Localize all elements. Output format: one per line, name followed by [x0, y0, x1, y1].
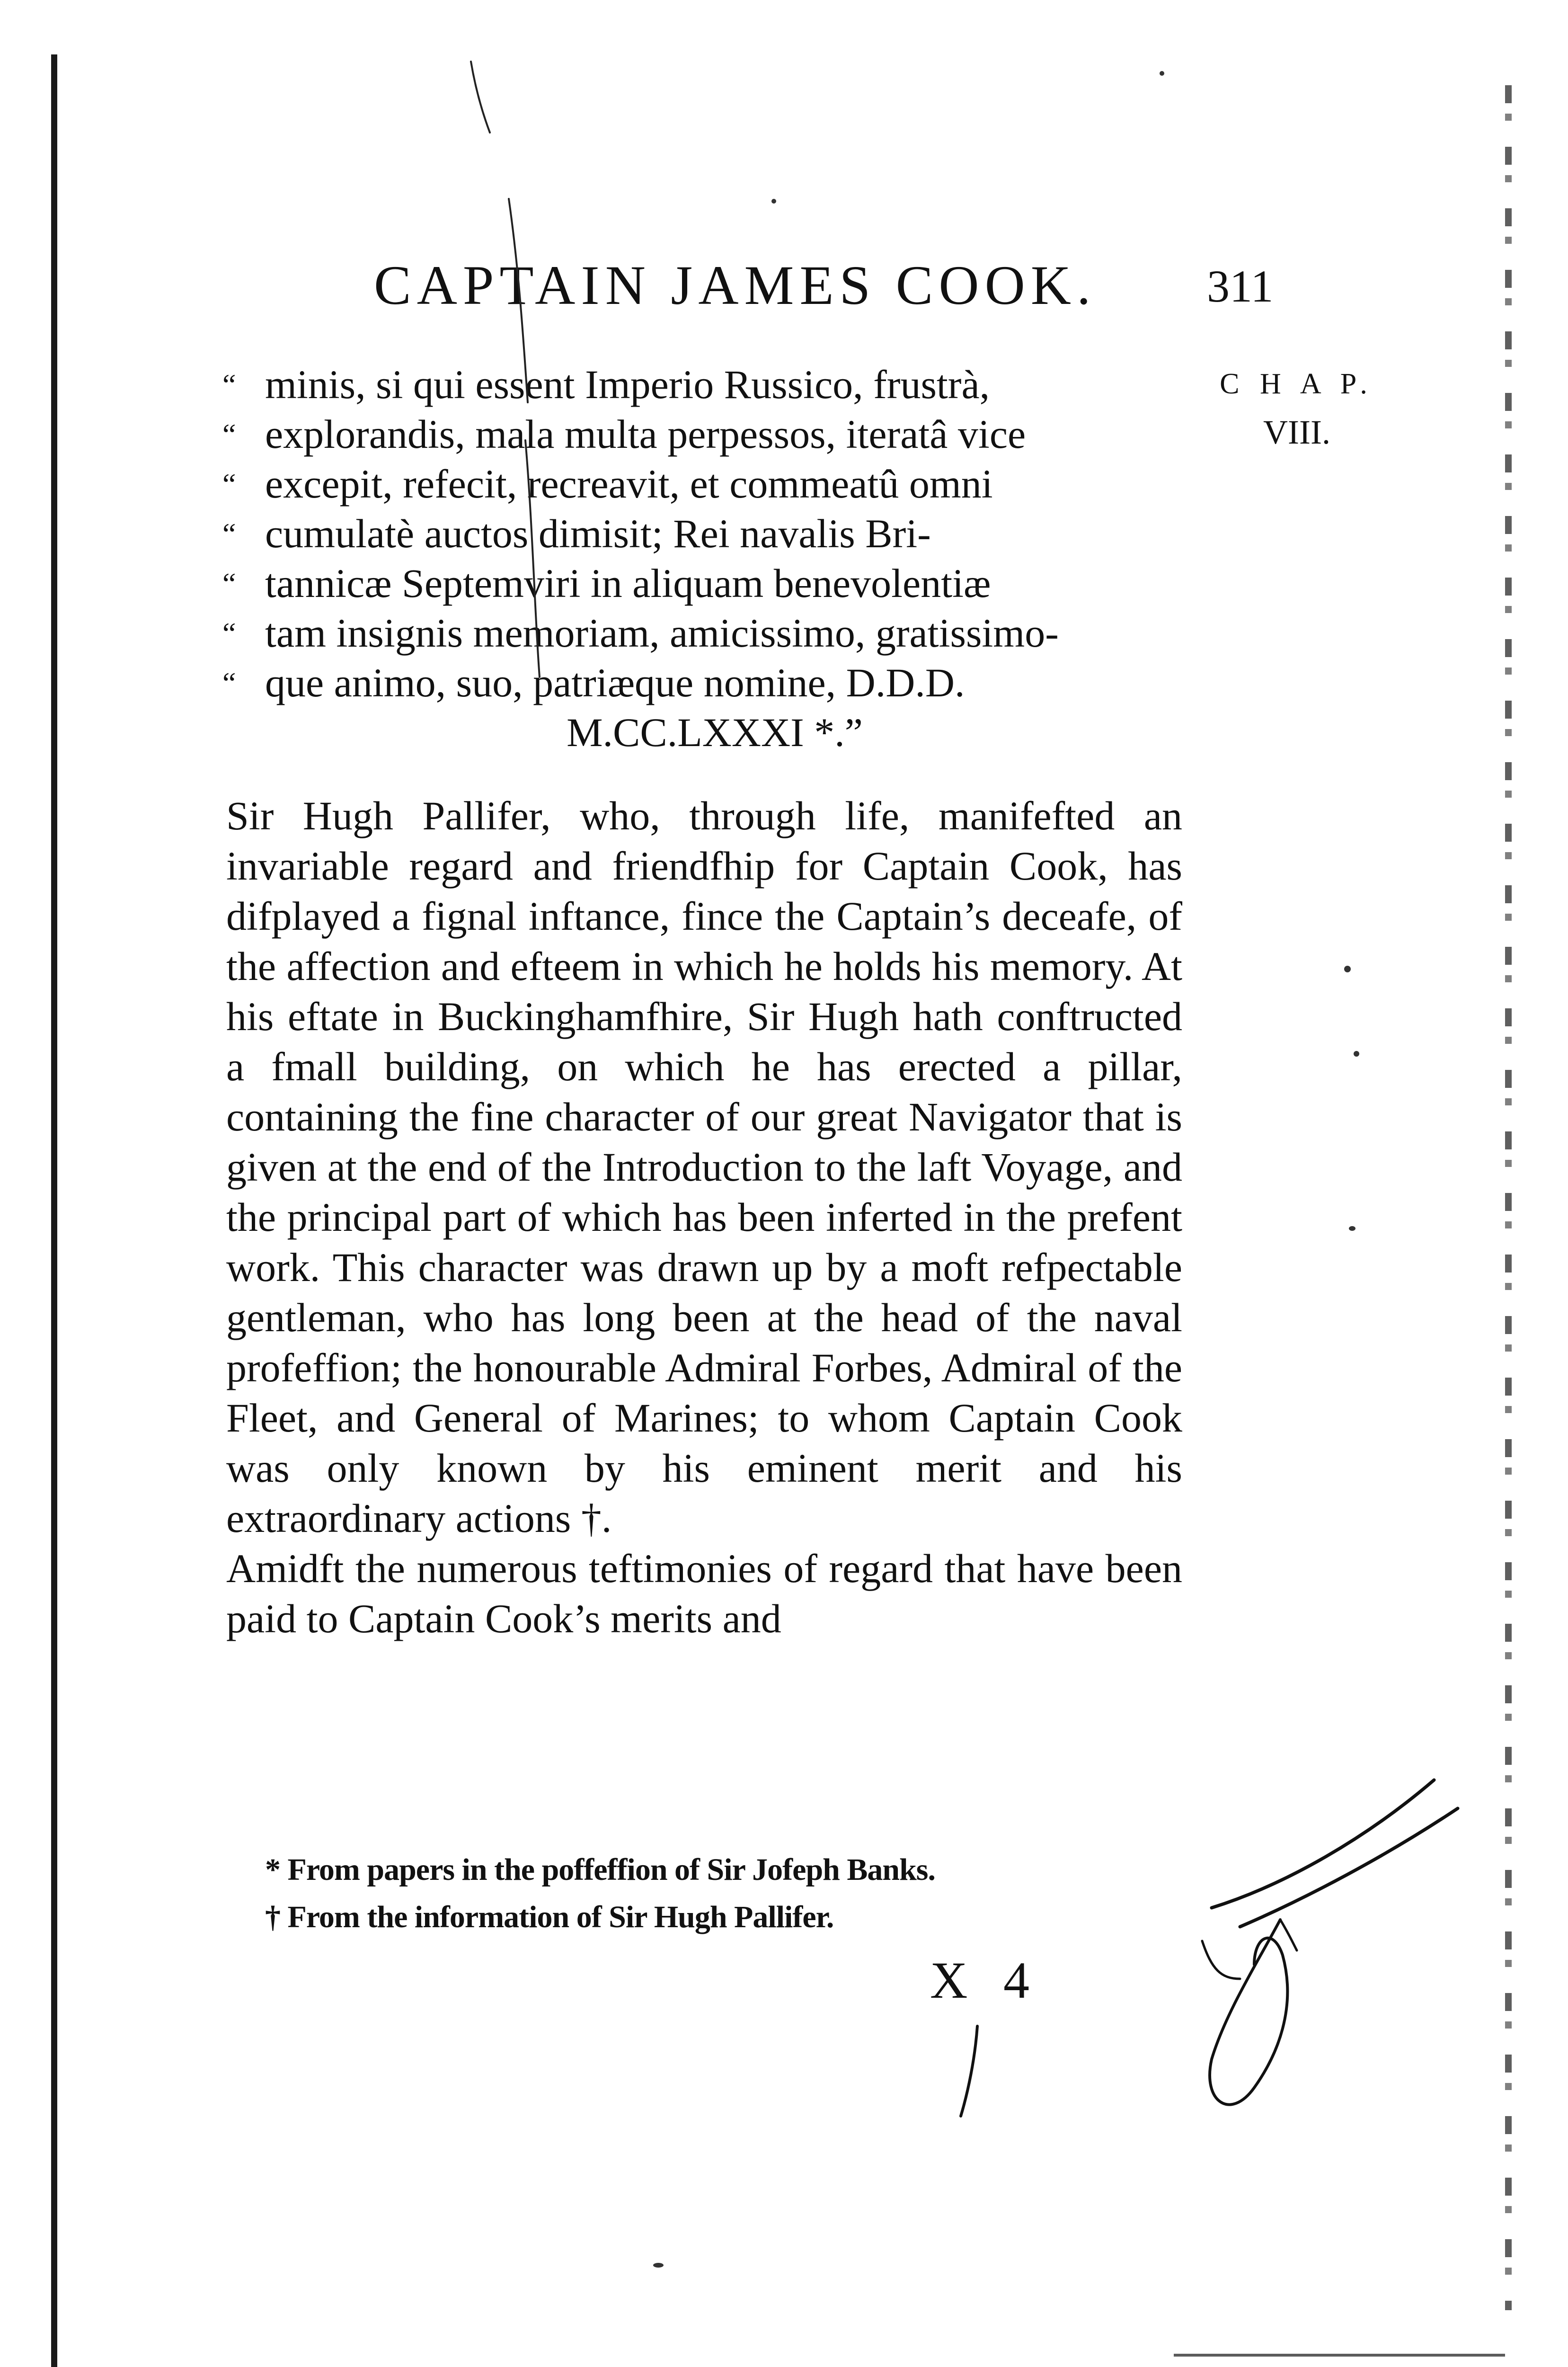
inscription-line-text: explorandis, mala multa perpessos, iteratâ vice [265, 411, 1026, 457]
page-number: 311 [1207, 261, 1274, 311]
quote-mark: “ [222, 467, 236, 501]
ink-speck [1344, 966, 1351, 972]
footnote: * From papers in the poffeffion of Sir Jofeph Banks. [265, 1852, 935, 1887]
ink-speck [771, 199, 776, 204]
chapter-label: C H A P. [1220, 368, 1374, 400]
inscription-line-text: minis, si qui essent Imperio Russico, frustrà, [265, 362, 990, 407]
chapter-number: VIII. [1263, 413, 1330, 451]
inscription-line-text: tannicæ Septemviri in aliquam benevolentiæ [265, 561, 991, 606]
paragraph: Sir Hugh Pallifer, who, through life, manifefted an invariable regard and friendfhip for Captain Cook, has difplayed a fignal inftance, fince the Captain’s deceafe, of the affection and efteem in which he holds his memory. At his eftate in Buckinghamfhire, Sir Hugh hath conftructed a fmall building, on which he has erected a pillar, containing the fine character of our great Navigator that is given at the end of the Introduction to the laft Voyage, and the principal part of which has been inferted in the prefent work. This character was drawn up by a moft refpectable gentleman, who has long been at the head of the naval profeffion; the honourable Admiral Forbes, Admiral of the Fleet, and General of Marines; to whom Captain Cook was only known by his eminent merit and his extraordinary actions †. [226, 793, 1182, 1541]
ink-speck [1160, 71, 1164, 76]
running-title: CAPTAIN JAMES COOK. [374, 254, 1097, 316]
quote-mark: “ [222, 418, 236, 451]
quote-mark: “ [222, 567, 236, 600]
signature-mark: X 4 [930, 1951, 1041, 2009]
ink-speck [1354, 1051, 1359, 1057]
paragraph: Amidft the numerous teftimonies of regard that have been paid to Captain Cook’s merits and [226, 1546, 1182, 1641]
ink-speck [1349, 1226, 1355, 1231]
inscription-line-text: cumulatè auctos dimisit; Rei navalis Bri- [265, 511, 931, 556]
inscription-line-text: que animo, suo, patriæque nomine, D.D.D. [265, 660, 965, 705]
quote-mark: “ [222, 517, 236, 551]
quote-mark: “ [222, 368, 236, 401]
inscription-date: M.CC.LXXXI *.” [567, 710, 863, 755]
quote-mark: “ [222, 666, 236, 700]
inscription-line-text: tam insignis memoriam, amicissimo, gratissimo- [265, 610, 1059, 656]
inscription-line-text: excepit, refecit, recreavit, et commeatû omni [265, 461, 993, 507]
footnote: † From the information of Sir Hugh Pallifer. [265, 1900, 834, 1934]
quote-mark: “ [222, 616, 236, 650]
ink-speck [653, 2263, 664, 2268]
